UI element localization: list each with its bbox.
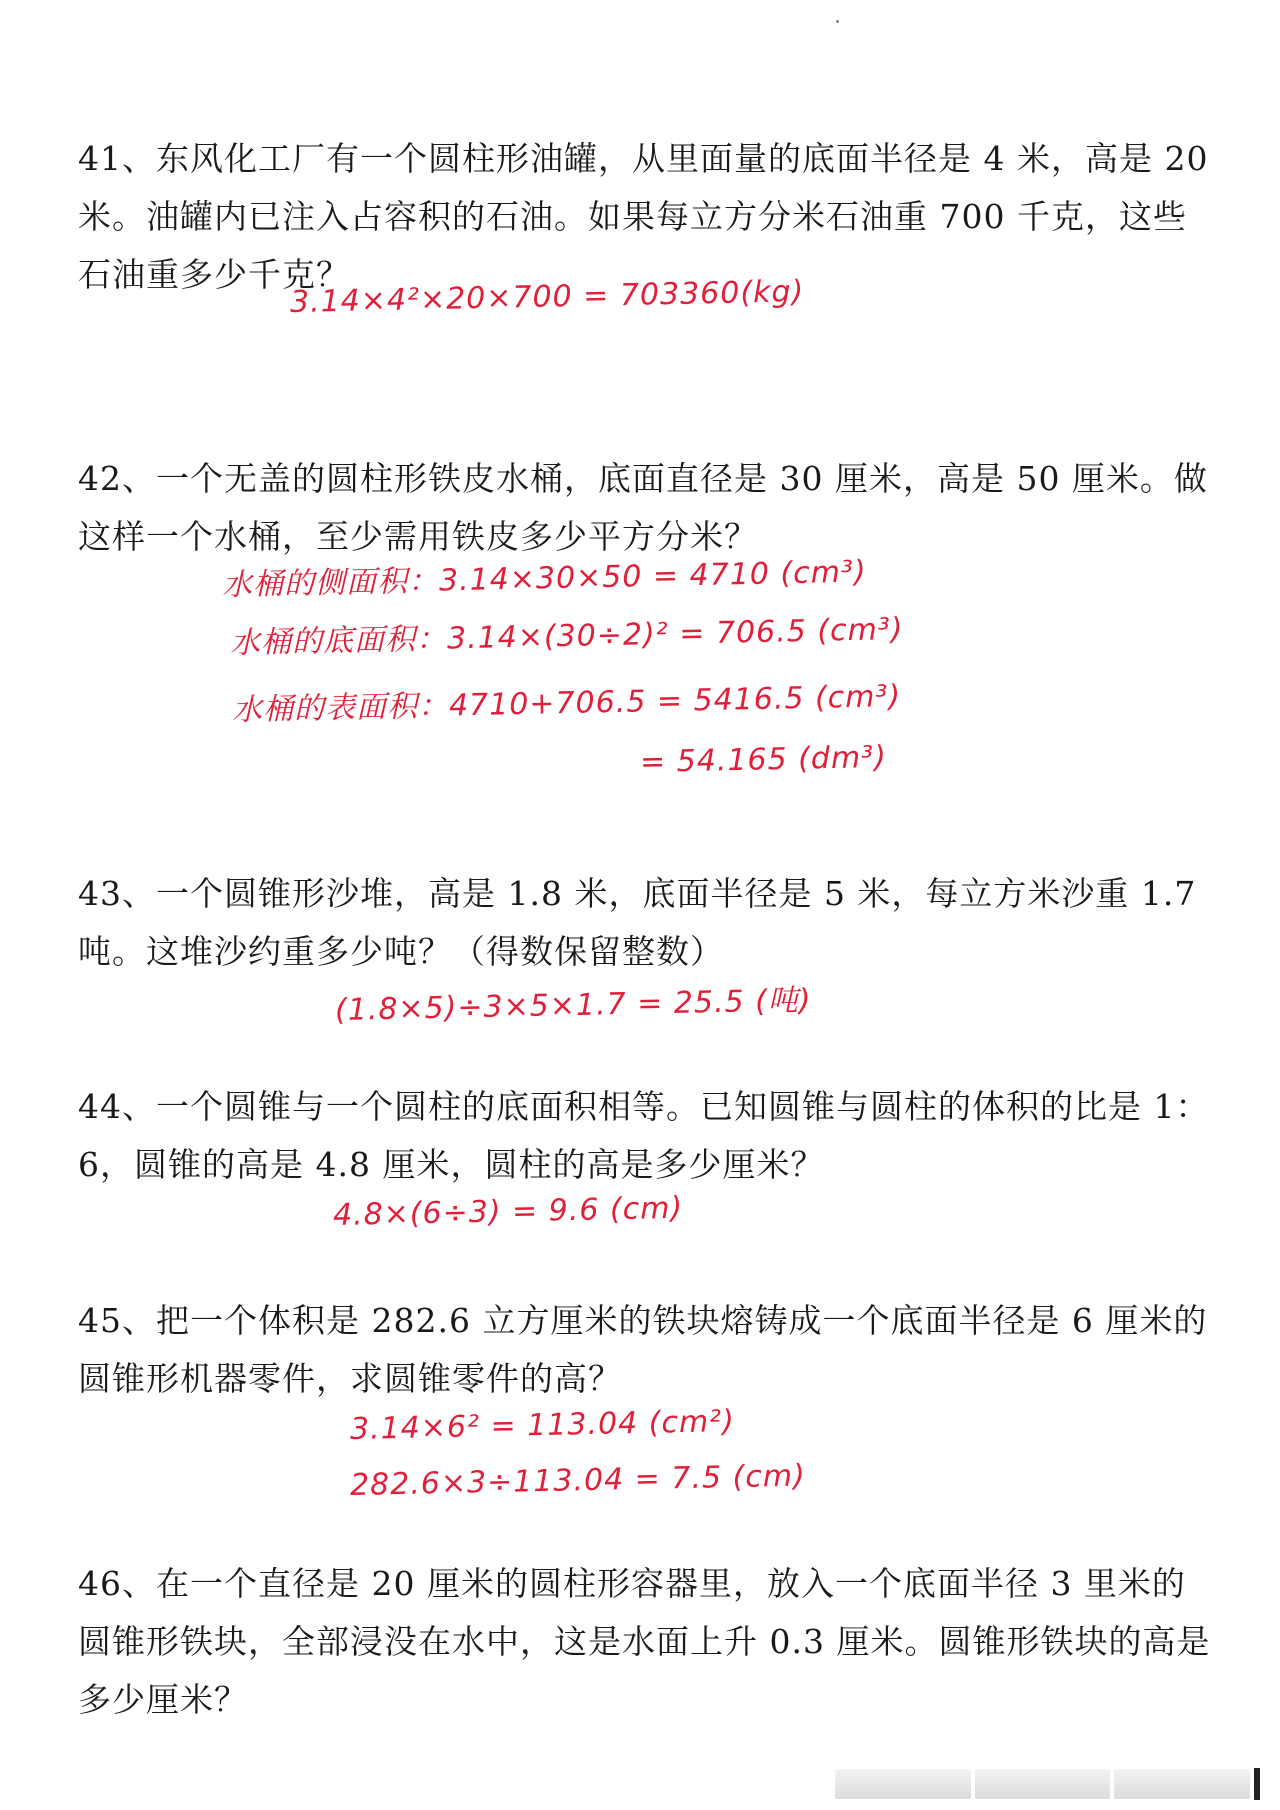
page-speck	[836, 20, 839, 23]
answer-42-line-2: 水桶的底面积：3.14×(30÷2)² = 706.5 (cm³)	[229, 611, 904, 661]
scrollbar-track[interactable]	[835, 1769, 971, 1799]
answer-44-line-1: 4.8×(6÷3) = 9.6 (cm)	[332, 1190, 684, 1233]
answer-42-line-4: = 54.165 (dm³)	[639, 739, 888, 780]
answer-42-line-3: 水桶的表面积：4710+706.5 = 5416.5 (cm³)	[231, 678, 902, 728]
answer-43-line-1: (1.8×5)÷3×5×1.7 = 25.5 (吨)	[334, 983, 812, 1028]
answer-45-line-2: 282.6×3÷113.04 = 7.5 (cm)	[349, 1458, 807, 1503]
horizontal-scrollbar[interactable]	[835, 1768, 1260, 1800]
scrollbar-end-cap	[1254, 1768, 1260, 1800]
question-46: 46、在一个直径是 20 厘米的圆柱形容器里，放入一个底面半径 3 里米的圆锥形铁块，全部浸没在水中，这是水面上升 0.3 厘米。圆锥形铁块的高是多少厘米？	[78, 1564, 1211, 1719]
question-41: 41、东风化工厂有一个圆柱形油罐，从里面量的底面半径是 4 米，高是 20 米。油罐内已注入占容积的石油。如果每立方分米石油重 700 千克，这些石油重多少千克？	[78, 139, 1209, 294]
scrollbar-track[interactable]	[975, 1769, 1111, 1799]
question-45: 45、把一个体积是 282.6 立方厘米的铁块熔铸成一个底面半径是 6 厘米的圆锥形机器零件，求圆锥零件的高？	[78, 1301, 1208, 1398]
answer-42-line-1: 水桶的侧面积：3.14×30×50 = 4710 (cm³)	[221, 554, 867, 603]
question-43: 43、一个圆锥形沙堆，高是 1.8 米，底面半径是 5 米，每立方米沙重 1.7 吨。这堆沙约重多少吨？（得数保留整数）	[78, 874, 1197, 971]
question-42: 42、一个无盖的圆柱形铁皮水桶，底面直径是 30 厘米，高是 50 厘米。做这样一个水桶，至少需用铁皮多少平方分米？	[78, 459, 1208, 556]
answer-41-line-1: 3.14×4²×20×700 = 703360(kg)	[289, 274, 805, 320]
question-44: 44、一个圆锥与一个圆柱的底面积相等。已知圆锥与圆柱的体积的比是 1：6，圆锥的高是 4.8 厘米，圆柱的高是多少厘米？	[78, 1087, 1210, 1184]
scrollbar-track[interactable]	[1114, 1769, 1250, 1799]
answer-45-line-1: 3.14×6² = 113.04 (cm²)	[349, 1403, 736, 1447]
